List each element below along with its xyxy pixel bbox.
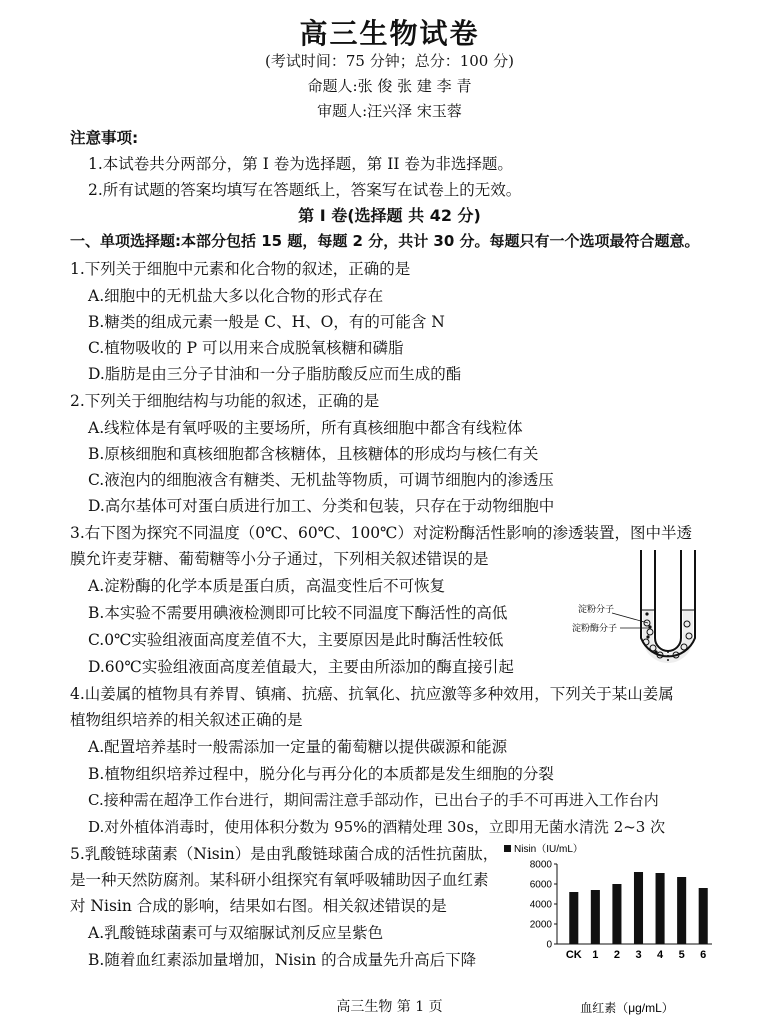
page-footer: 高三生物 第 1 页 <box>336 999 443 1015</box>
question-3-option-a: A.淀粉酶的化学本质是蛋白质，高温变性后不可恢复 <box>88 577 446 595</box>
chart-y-tick-label: 8000 <box>529 859 552 871</box>
question-2-stem: 2.下列关于细胞结构与功能的叙述，正确的是 <box>70 392 380 410</box>
question-4-option-b: B.植物组织培养过程中，脱分化与再分化的本质都是发生细胞的分裂 <box>88 765 554 783</box>
setters-line: 命题人:张 俊 张 建 李 青 <box>307 77 472 95</box>
section-instruction: 一、单项选择题:本部分包括 15 题，每题 2 分，共计 30 分。每题只有一个选项最符合题意。 <box>70 232 700 250</box>
chart-x-axis-title: 血红素（μg/mL） <box>580 1001 674 1015</box>
chart-x-tick-label: 4 <box>657 949 664 961</box>
section-title: 第 I 卷(选择题 共 42 分) <box>298 206 481 225</box>
page-title: 高三生物试卷 <box>299 17 480 50</box>
enzyme-molecule <box>646 635 649 638</box>
question-1-option-a: A.细胞中的无机盐大多以化合物的形式存在 <box>88 287 384 305</box>
chart-bar <box>656 873 665 944</box>
exam-info: (考试时间：75 分钟；总分：100 分) <box>265 52 514 70</box>
u-tube-inner-wall <box>655 550 681 651</box>
question-2-option-a: A.线粒体是有氧呼吸的主要场所，所有真核细胞中都含有线粒体 <box>88 419 523 437</box>
notice-title: 注意事项: <box>70 129 139 147</box>
osmosis-u-tube-figure <box>568 548 718 663</box>
question-2-option-b: B.原核细胞和真核细胞都含核糖体，且核糖体的形成均与核仁有关 <box>88 445 539 463</box>
question-3-stem-line-2: 膜允许麦芽糖、葡萄糖等小分子通过，下列相关叙述错误的是 <box>70 550 489 568</box>
chart-bar <box>677 877 686 944</box>
chart-x-tick-label: 2 <box>613 949 620 961</box>
question-1-option-b: B.糖类的组成元素一般是 C、H、O，有的可能含 N <box>88 313 445 331</box>
chart-y-tick-label: 6000 <box>529 879 552 891</box>
question-2-option-c: C.液泡内的细胞液含有糖类、无机盐等物质，可调节细胞内的渗透压 <box>88 471 554 489</box>
question-4-option-c: C.接种需在超净工作台进行，期间需注意手部动作，已出台子的手不可再进入工作台内 <box>88 791 659 809</box>
label-starch-molecule: 淀粉分子 <box>578 605 615 615</box>
question-3-option-d: D.60℃实验组液面高度差值最大，主要由所添加的酶直接引起 <box>88 658 514 676</box>
chart-x-tick-label: 1 <box>592 949 599 961</box>
nisin-bar-chart <box>497 840 727 1020</box>
question-5-stem-line-3: 对 Nisin 合成的影响，结果如右图。相关叙述错误的是 <box>70 897 447 915</box>
notice-item-2: 2.所有试题的答案均填写在答题纸上，答案写在试卷上的无效。 <box>88 181 522 199</box>
question-3-option-c: C.0℃实验组液面高度差值不大，主要原因是此时酶活性较低 <box>88 631 504 649</box>
chart-bar <box>612 884 621 944</box>
enzyme-molecule <box>654 650 657 653</box>
chart-bar <box>634 872 643 944</box>
question-3-option-b: B.本实验不需要用碘液检测即可比较不同温度下酶活性的高低 <box>88 604 508 622</box>
chart-x-tick-label: 6 <box>700 949 707 961</box>
label-pointer-starch <box>612 613 648 623</box>
question-5-stem-line-1: 5.乳酸链球菌素（Nisin）是由乳酸链球菌合成的活性抗菌肽， <box>70 845 499 863</box>
question-5-option-a: A.乳酸链球菌素可与双缩脲试剂反应呈紫色 <box>88 924 384 942</box>
question-2-option-d: D.高尔基体可对蛋白质进行加工、分类和包装，只存在于动物细胞中 <box>88 497 555 515</box>
question-4-option-d: D.对外植体消毒时，使用体积分数为 95%的酒精处理 30s，立即用无菌水清洗 2~3 次 <box>88 818 666 836</box>
question-1-stem: 1.下列关于细胞中元素和化合物的叙述，正确的是 <box>70 260 411 278</box>
chart-x-tick-label: 5 <box>678 949 685 961</box>
chart-x-tick-label: 3 <box>635 949 642 961</box>
chart-bar <box>569 892 578 944</box>
chart-bar <box>591 890 600 944</box>
reviewers-line: 审题人:汪兴泽 宋玉蓉 <box>317 102 462 120</box>
question-4-stem-line-2: 植物组织培养的相关叙述正确的是 <box>70 711 303 729</box>
chart-y-tick-label: 0 <box>546 939 552 951</box>
legend-label: Nisin（IU/mL） <box>514 844 583 855</box>
question-1-option-d: D.脂肪是由三分子甘油和一分子脂肪酸反应而生成的酯 <box>88 365 462 383</box>
chart-y-tick-label: 2000 <box>529 919 552 931</box>
question-4-option-a: A.配置培养基时一般需添加一定量的葡萄糖以提供碳源和能源 <box>88 738 508 756</box>
chart-y-tick-label: 4000 <box>529 899 552 911</box>
question-3-stem-line-1: 3.右下图为探究不同温度（0℃、60℃、100℃）对淀粉酶活性影响的渗透装置，图中半透 <box>70 524 692 542</box>
question-1-option-c: C.植物吸收的 P 可以用来合成脱氧核糖和磷脂 <box>88 339 404 357</box>
chart-x-tick-label: CK <box>565 949 582 961</box>
chart-bar <box>699 888 708 944</box>
label-enzyme-molecule: 淀粉酶分子 <box>572 624 618 634</box>
question-4-stem-line-1: 4.山姜属的植物具有养胃、镇痛、抗癌、抗氧化、抗应激等多种效用，下列关于某山姜属 <box>70 685 674 703</box>
question-5-option-b: B.随着血红素添加量增加，Nisin 的合成量先升高后下降 <box>88 951 477 969</box>
enzyme-molecule <box>645 612 648 615</box>
question-5-stem-line-2: 是一种天然防腐剂。某科研小组探究有氧呼吸辅助因子血红素 <box>70 871 489 889</box>
notice-item-1: 1.本试卷共分两部分，第 I 卷为选择题，第 II 卷为非选择题。 <box>88 155 513 173</box>
legend-swatch <box>504 845 511 852</box>
